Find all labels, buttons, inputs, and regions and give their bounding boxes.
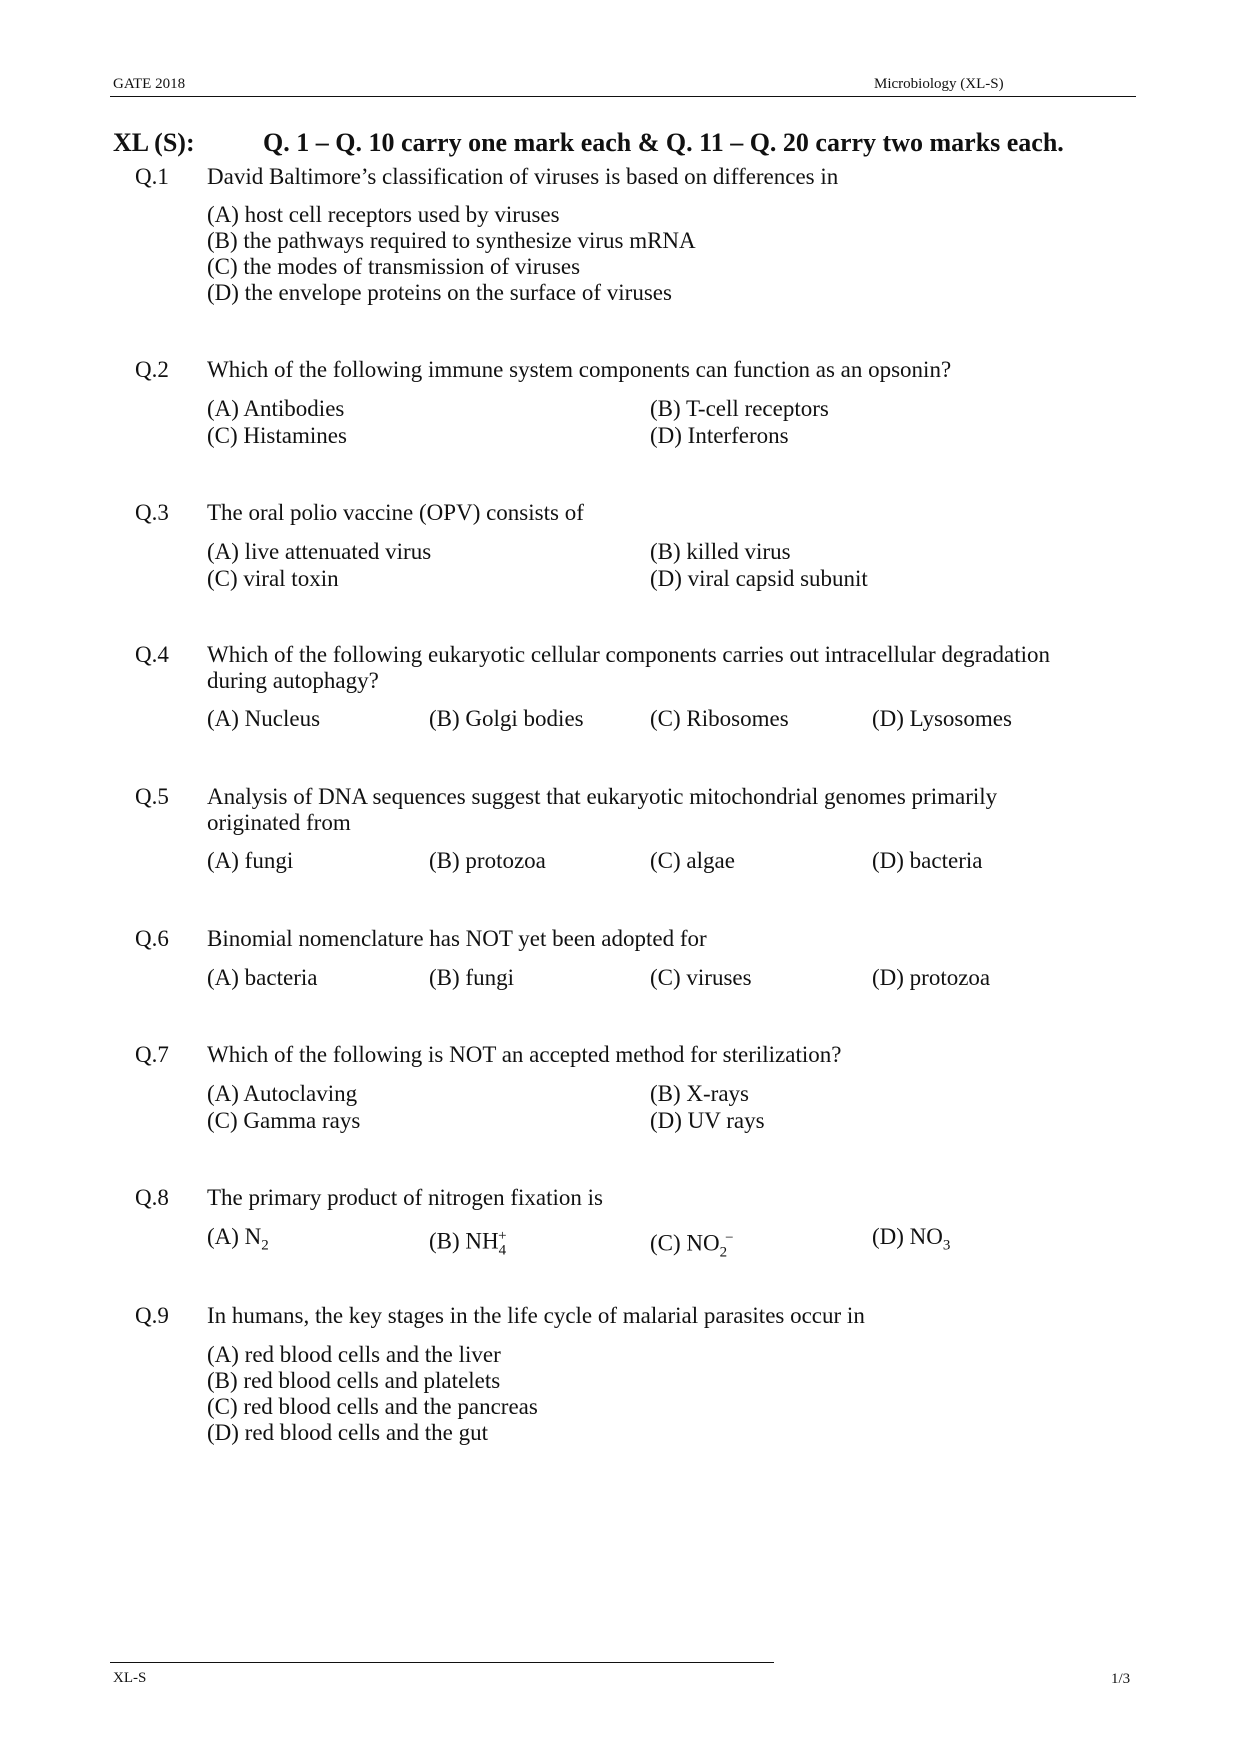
option-b-formula: (B) NH — [429, 1228, 499, 1254]
question-number: Q.3 — [135, 500, 169, 525]
question-text: David Baltimore’s classification of viruses is based on differences in — [207, 164, 839, 189]
option-d: (D) the envelope proteins on the surface of viruses — [207, 280, 672, 305]
option-d-formula: (D) NO — [872, 1224, 943, 1249]
option-b: (B) protozoa — [429, 848, 546, 873]
header-rule — [110, 96, 1136, 97]
option-a: (A) Nucleus — [207, 706, 321, 731]
question-number: Q.9 — [135, 1303, 169, 1328]
question-number: Q.6 — [135, 926, 169, 951]
option-a — [207, 1222, 269, 1261]
options-list — [207, 1340, 1137, 1447]
option-c-subscript: 2 — [719, 1244, 728, 1261]
question-text — [207, 640, 1137, 695]
option-c: (C) Ribosomes — [650, 706, 789, 731]
option-b: (B) T-cell receptors — [650, 396, 829, 421]
options-grid — [207, 537, 1137, 595]
options-row — [207, 704, 1137, 733]
option-c: (C) the modes of transmission of viruses — [207, 254, 581, 279]
option-a: (A) red blood cells and the liver — [207, 1342, 501, 1367]
option-d: (D) red blood cells and the gut — [207, 1420, 489, 1445]
option-a: (A) Autoclaving — [207, 1081, 358, 1106]
question-text-line-2: originated from — [207, 810, 351, 835]
question-number: Q.1 — [135, 164, 169, 189]
question-number: Q.5 — [135, 784, 169, 809]
question-text — [207, 782, 1137, 837]
option-b: (B) X-rays — [650, 1081, 749, 1106]
option-b — [429, 1222, 507, 1265]
option-a: (A) host cell receptors used by viruses — [207, 202, 560, 227]
option-a: (A) fungi — [207, 848, 294, 873]
options-grid — [207, 394, 1137, 452]
option-b: (B) fungi — [429, 965, 514, 990]
option-c: (C) algae — [650, 848, 735, 873]
footer-rule — [110, 1662, 774, 1663]
option-d: (D) protozoa — [872, 965, 991, 990]
option-a: (A) Antibodies — [207, 396, 345, 421]
option-c-superscript: − — [725, 1230, 734, 1246]
option-d: (D) Interferons — [650, 423, 789, 448]
footer-page-number: 1/3 — [1111, 1671, 1131, 1687]
option-b: (B) red blood cells and platelets — [207, 1368, 501, 1393]
option-b: (B) killed virus — [650, 539, 791, 564]
options-row — [207, 963, 1137, 992]
options-grid — [207, 1079, 1137, 1137]
question-text: Which of the following immune system components can function as an opsonin? — [207, 357, 952, 382]
option-c: (C) red blood cells and the pancreas — [207, 1394, 538, 1419]
question-2 — [135, 355, 1135, 448]
question-8 — [135, 1183, 1135, 1261]
question-text: The oral polio vaccine (OPV) consists of — [207, 500, 584, 525]
question-3 — [135, 498, 1135, 591]
option-c: (C) viruses — [650, 965, 752, 990]
question-text: Which of the following is NOT an accepted method for sterilization? — [207, 1042, 842, 1067]
options-list — [207, 200, 1137, 307]
question-7 — [135, 1040, 1135, 1133]
option-c: (C) Gamma rays — [207, 1108, 361, 1133]
option-c: (C) Histamines — [207, 423, 347, 448]
question-number: Q.2 — [135, 357, 169, 382]
option-c: (C) viral toxin — [207, 566, 339, 591]
options-row — [207, 846, 1137, 875]
option-d — [872, 1222, 950, 1261]
question-number: Q.7 — [135, 1042, 169, 1067]
question-number: Q.8 — [135, 1185, 169, 1210]
option-b-superscript: + — [498, 1228, 507, 1244]
section-title: Q. 1 – Q. 10 carry one mark each & Q. 11 – Q. 20 carry two marks each. — [263, 128, 1064, 157]
option-c — [650, 1224, 734, 1267]
option-b: (B) the pathways required to synthesize virus mRNA — [207, 228, 696, 253]
question-text-line-1: Analysis of DNA sequences suggest that eukaryotic mitochondrial genomes primarily — [207, 784, 998, 809]
option-b: (B) Golgi bodies — [429, 706, 584, 731]
header-exam-name: GATE 2018 — [113, 76, 186, 92]
question-text-line-1: Which of the following eukaryotic cellular components carries out intracellular degradation — [207, 642, 1051, 667]
question-text: In humans, the key stages in the life cycle of malarial parasites occur in — [207, 1303, 865, 1328]
option-d: (D) bacteria — [872, 848, 983, 873]
option-a: (A) live attenuated virus — [207, 539, 432, 564]
question-5 — [135, 782, 1135, 873]
question-text: Binomial nomenclature has NOT yet been adopted for — [207, 926, 707, 951]
options-row — [207, 1222, 1137, 1261]
option-a: (A) bacteria — [207, 965, 318, 990]
option-d-subscript: 3 — [942, 1237, 951, 1254]
question-6 — [135, 924, 1135, 990]
question-text: The primary product of nitrogen fixation is — [207, 1185, 604, 1210]
question-text-line-2: during autophagy? — [207, 668, 379, 693]
footer-paper-code: XL-S — [113, 1670, 147, 1686]
header-paper-name: Microbiology (XL-S) — [874, 76, 1004, 92]
option-d: (D) Lysosomes — [872, 706, 1012, 731]
option-a-formula: (A) N — [207, 1224, 262, 1249]
question-number: Q.4 — [135, 642, 169, 667]
option-d: (D) viral capsid subunit — [650, 566, 868, 591]
section-code: XL (S): — [113, 128, 195, 157]
question-4 — [135, 640, 1135, 731]
option-b-subscript: 4 — [498, 1242, 507, 1259]
option-c-formula: (C) NO — [650, 1230, 720, 1256]
option-a-subscript: 2 — [261, 1237, 269, 1254]
option-d: (D) UV rays — [650, 1108, 765, 1133]
